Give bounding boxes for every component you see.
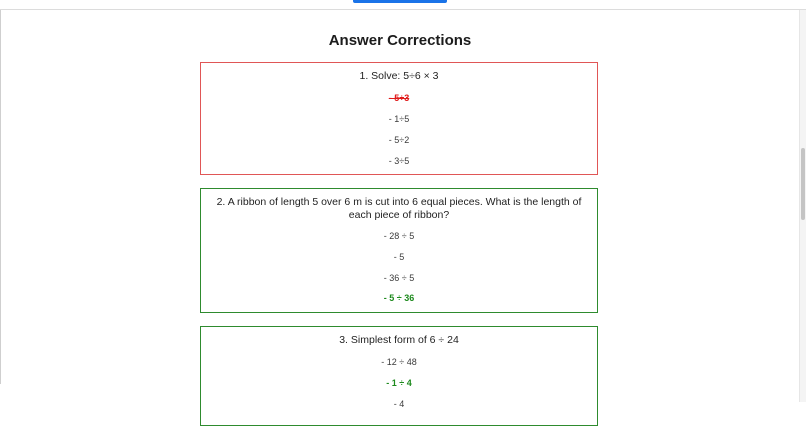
answer-option-correct: - 5 ÷ 36 — [383, 293, 415, 303]
answer-option: - 36 ÷ 5 — [383, 273, 415, 283]
left-border — [0, 10, 1, 384]
answer-option: - 5 — [393, 252, 405, 262]
answer-option: - 5÷2 — [388, 135, 410, 145]
question-prompt: 3. Simplest form of 6 ÷ 24 — [339, 334, 459, 346]
top-divider — [0, 9, 806, 10]
question-card-1 — [200, 62, 598, 175]
answer-option-selected-wrong: - 5÷3 — [388, 93, 410, 103]
answer-option: - 4 — [393, 399, 405, 409]
page-title: Answer Corrections — [328, 32, 472, 49]
answer-option: - 12 ÷ 48 — [381, 357, 417, 367]
question-prompt: 2. A ribbon of length 5 over 6 m is cut into 6 equal pieces. What is the length of each piece of ribbon? — [216, 196, 582, 221]
answer-option: - 28 ÷ 5 — [383, 231, 415, 241]
top-tab-indicator[interactable] — [353, 0, 447, 3]
answer-option-correct: - 1 ÷ 4 — [386, 378, 412, 388]
answer-option: - 1÷5 — [388, 114, 410, 124]
scrollbar-thumb[interactable] — [801, 148, 805, 220]
question-card-3 — [200, 326, 598, 426]
question-prompt: 1. Solve: 5÷6 × 3 — [359, 70, 439, 82]
answer-option: - 3÷5 — [388, 156, 410, 166]
question-card-2 — [200, 188, 598, 313]
